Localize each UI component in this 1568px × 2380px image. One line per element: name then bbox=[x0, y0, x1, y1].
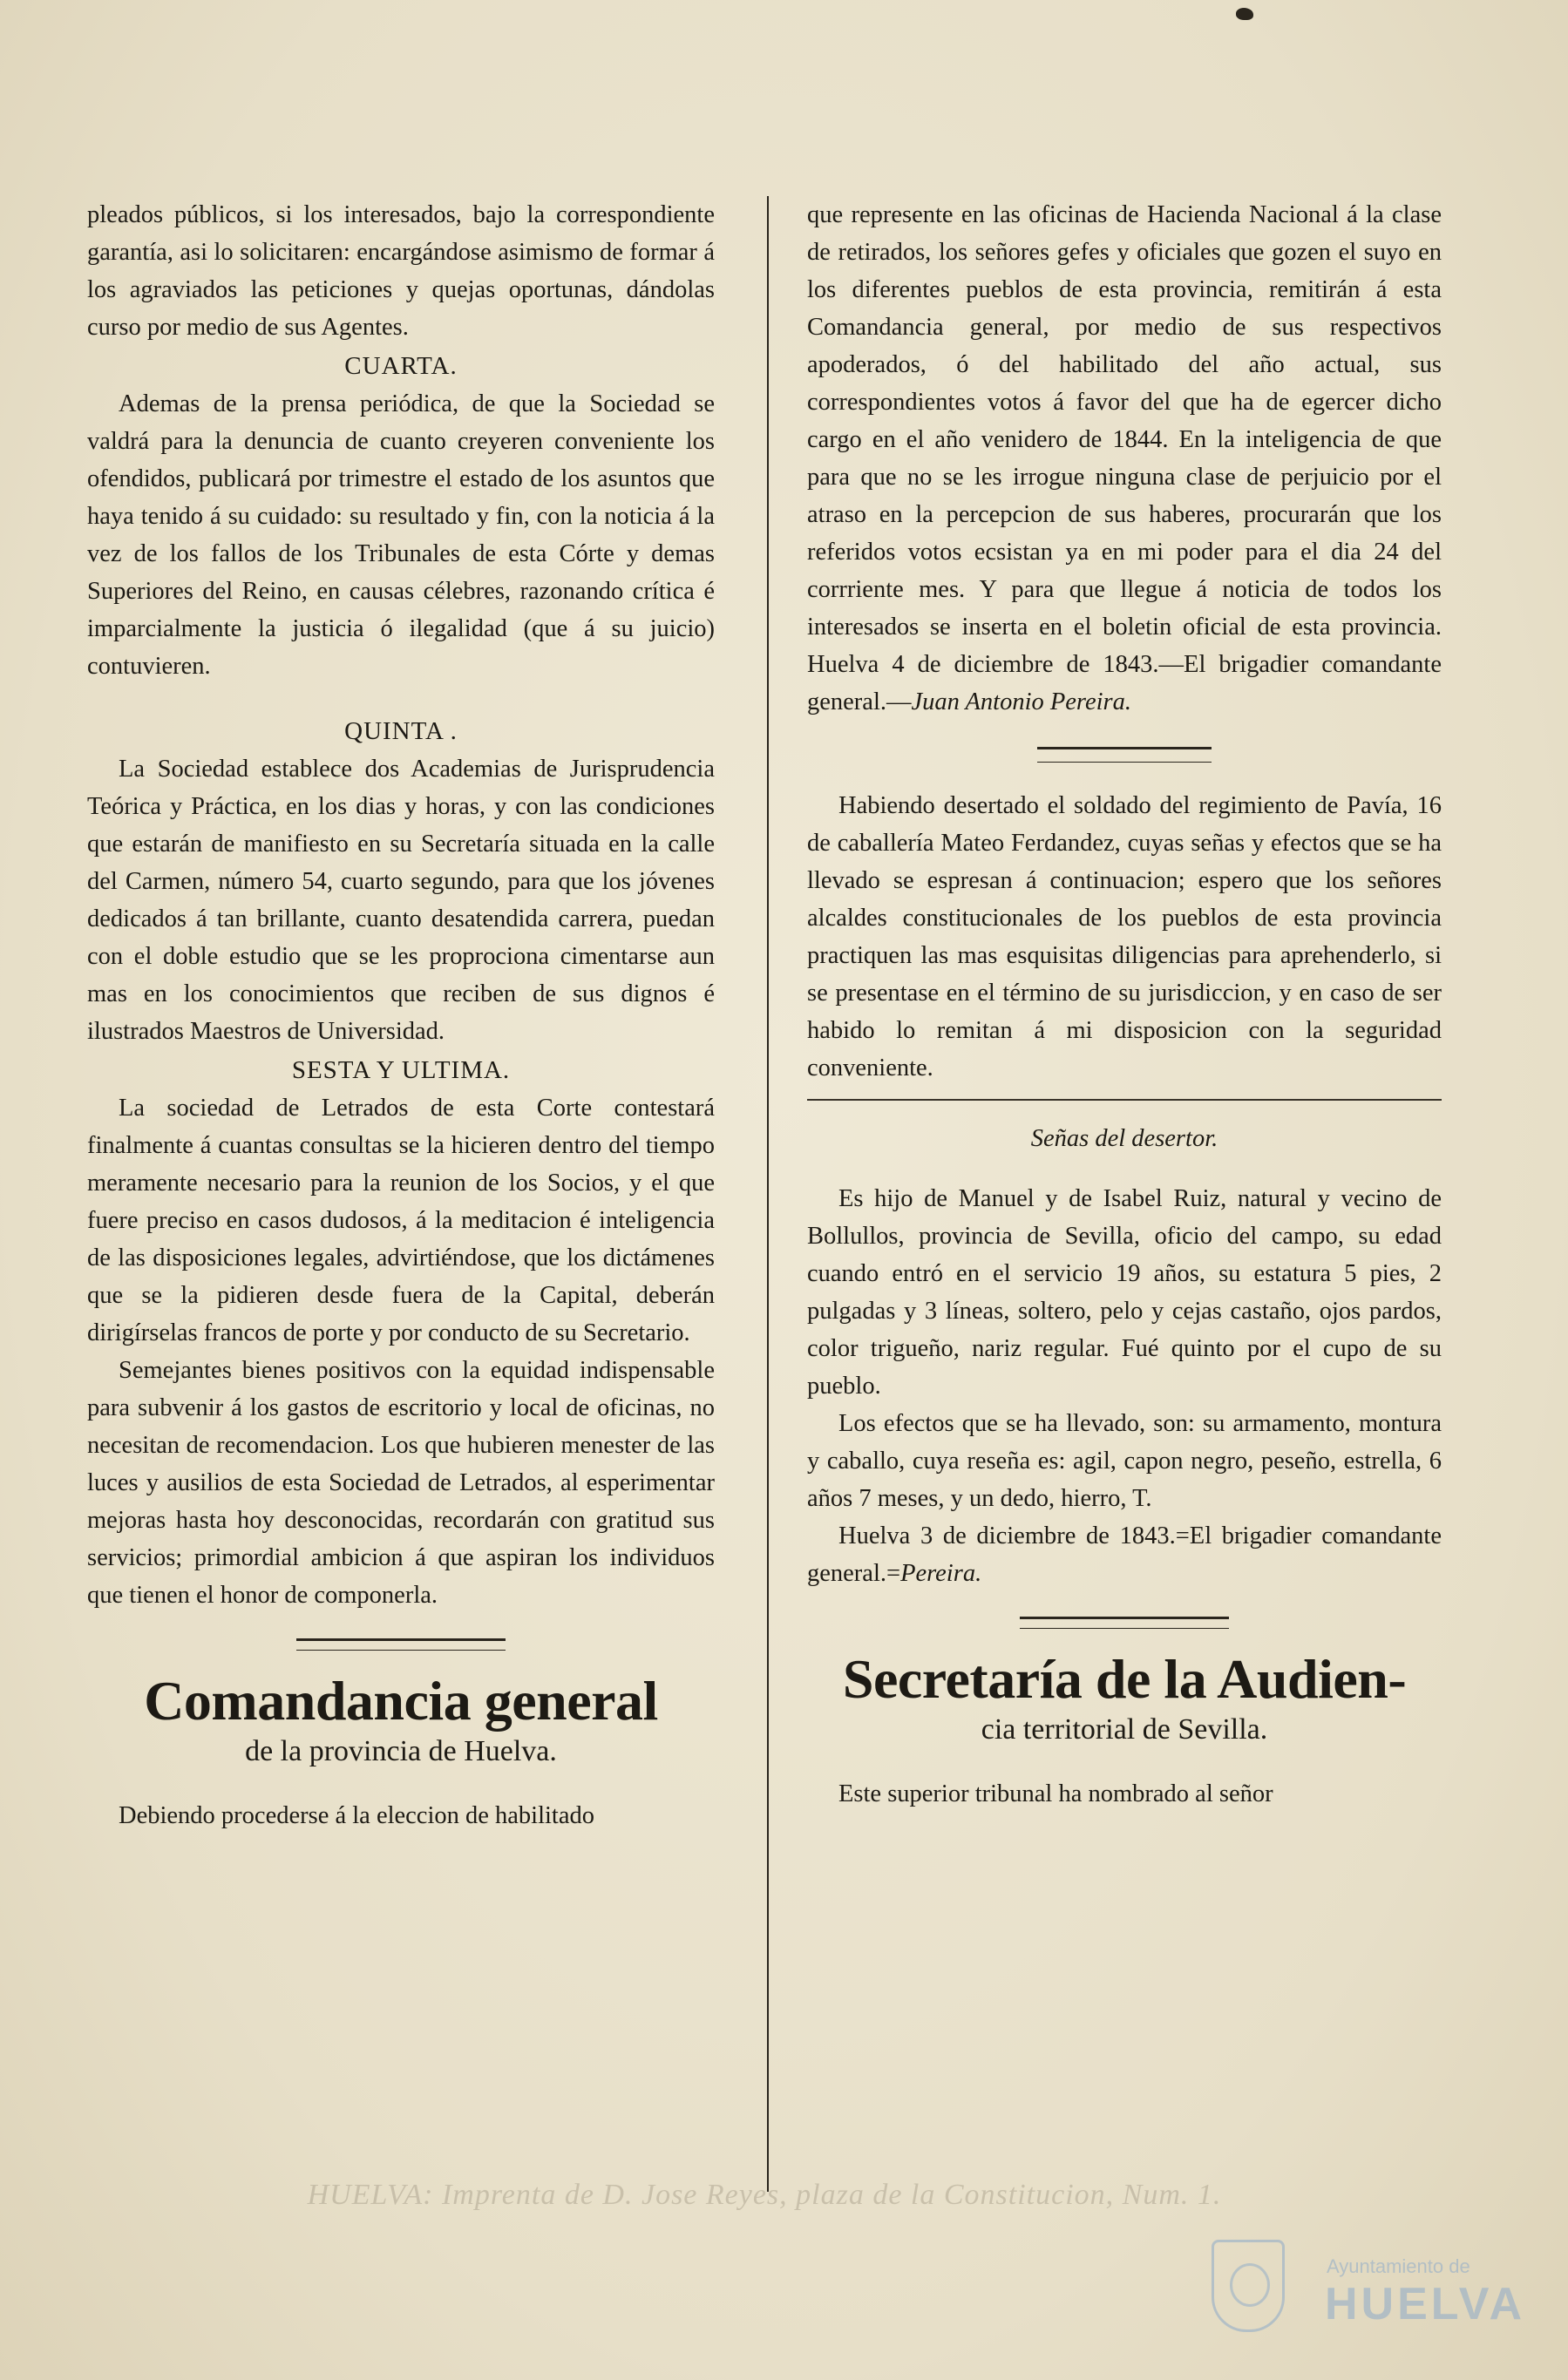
paragraph-sesta: La sociedad de Letrados de esta Corte contestará finalmente á cuantas consultas se la hicieren dentro del tiempo meramente necesario para la reunion de los Socios, y el que fuere preciso en casos dudosos, á la meditacion é inteligencia de las disposiciones legales, advirtiéndose, que los dictámenes que se la pidieren desde fuera de la Capital, deberán dirigírselas francos de porte y por conducto de su Secretario. bbox=[87, 1095, 715, 1346]
ink-spot bbox=[1236, 8, 1253, 20]
heading-sesta: SESTA Y ULTIMA. bbox=[291, 1056, 511, 1084]
paragraph-efectos: Los efectos que se ha llevado, son: su armamento, montura y caballo, cuya reseña es: agil, capon negro, peseño, estrella, 6 años 7 meses, y un dedo, hierro, T. bbox=[807, 1410, 1442, 1512]
heading-comandancia: Comandancia general bbox=[144, 1670, 658, 1732]
left-intro-paragraph: pleados públicos, si los interesados, bajo la correspondiente garantía, asi lo solicitaren: encargándose asimismo de formar á los agraviados las peticiones y quejas oportunas, dándolas curso por medio de sus Agentes. bbox=[87, 201, 715, 341]
heading-senas-desertor: Señas del desertor. bbox=[1030, 1125, 1218, 1152]
paragraph-semejantes: Semejantes bienes positivos con la equidad indispensable para subvenir á los gastos de escritorio y local de oficinas, no necesitan de recomendacion. Los que hubieren menester de las luces y ausilios de esta Sociedad de Letrados, al esperimentar mejoras hasta hoy desconocidas, recordarán con gratitud sus servicios; primordial ambicion á que aspiran los individuos que tienen el honor de componerla. bbox=[87, 1357, 715, 1609]
signature-juan-antonio-pereira: Juan Antonio Pereira. bbox=[911, 688, 1131, 715]
paragraph-fecha bbox=[807, 1517, 1442, 1592]
paragraph-hijo: Es hijo de Manuel y de Isabel Ruiz, natural y vecino de Bollullos, provincia de Sevilla, oficio del campo, su edad cuando entró en el servicio 19 años, su estatura 5 pies, 2 pulgadas y 3 líneas, soltero, pelo y cejas castaño, ojos pardos, color trigueño, nariz regular. Fué quinto por el cupo de su pueblo. bbox=[807, 1185, 1442, 1400]
heading-cuarta: CUARTA. bbox=[344, 352, 458, 380]
signature-pereira: Pereira. bbox=[900, 1560, 982, 1587]
bleedthrough-imprint: HUELVA: Imprenta de D. Jose Reyes, plaza de la Constitucion, Num. 1. bbox=[307, 2179, 1222, 2211]
ornamental-divider bbox=[1037, 747, 1212, 763]
right-column bbox=[807, 196, 1442, 1813]
watermark-line1: Ayuntamiento de bbox=[1327, 2255, 1470, 2277]
paragraph-debiendo: Debiendo procederse á la eleccion de habilitado bbox=[119, 1802, 594, 1829]
column-divider bbox=[767, 196, 769, 2192]
paragraph-este: Este superior tribunal ha nombrado al señor bbox=[838, 1780, 1273, 1807]
shield-icon bbox=[1212, 2240, 1285, 2332]
heading-secretaria: Secretaría de la Audien- bbox=[842, 1648, 1407, 1710]
right-intro-paragraph bbox=[807, 196, 1442, 721]
paragraph-cuarta: Ademas de la prensa periódica, de que la Sociedad se valdrá para la denuncia de cuanto creyeren conveniente los ofendidos, publicará por trimestre el estado de los asuntos que haya tenido á su cuidado: su resultado y fin, con la noticia á la vez de los fallos de los Tribunales de esta Córte y demas Superiores del Reino, en causas célebres, razonando crítica é imparcialmente la justicia ó ilegalidad (que á su juicio) contuvieren. bbox=[87, 390, 715, 680]
archive-watermark-logo bbox=[1212, 2240, 1526, 2336]
left-column bbox=[87, 196, 715, 1834]
paragraph-quinta: La Sociedad establece dos Academias de Jurisprudencia Teórica y Práctica, en los dias y horas, y con las condiciones que estarán de manifiesto en su Secretaría situada en la calle del Carmen, número 54, cuarto segundo, para que los jóvenes dedicados á tan brillante, cuanto desatendida carrera, puedan con el doble estudio que se les proprociona cimentarse aun mas en los conocimientos que reciben de sus dignos é ilustrados Maestros de Universidad. bbox=[87, 756, 715, 1045]
subheading-secretaria: cia territorial de Sevilla. bbox=[981, 1713, 1268, 1746]
section-divider-right bbox=[1020, 1617, 1229, 1629]
section-divider bbox=[296, 1638, 506, 1651]
paragraph-habiendo: Habiendo desertado el soldado del regimiento de Pavía, 16 de caballería Mateo Ferdandez, cuyas señas y efectos que se ha llevado se espresan á continuacion; espero que los señores alcaldes constitucionales de los pueblos de esta provincia practiquen las mas esquisitas diligencias para aprehenderlo, si se presentase en el término de su jurisdiccion, y en caso de ser habido lo remitan á mi disposicion con la seguridad conveniente. bbox=[807, 792, 1442, 1082]
watermark-line2: HUELVA bbox=[1325, 2279, 1526, 2329]
horizontal-rule bbox=[807, 1087, 1442, 1113]
fecha-text: Huelva 3 de diciembre de 1843.=El brigadier comandante general.= bbox=[807, 1522, 1442, 1587]
heading-quinta: QUINTA . bbox=[344, 717, 458, 745]
subheading-comandancia: de la provincia de Huelva. bbox=[245, 1735, 557, 1767]
right-intro-text: que represente en las oficinas de Hacienda Nacional á la clase de retirados, los señores gefes y oficiales que gozen el suyo en los diferentes pueblos de esta provincia, remitirán á esta Comandancia general, por medio de sus respectivos apoderados, ó del habilitado del año actual, sus correspondientes votos á favor del que ha de egercer dicho cargo en el año venidero de 1844. En la inteligencia de que para que no se les irrogue ninguna clase de perjuicio por el atraso en la percepcion de sus haberes, procurarán que los referidos votos ecsistan ya en mi poder para el dia 24 del corrriente mes. Y para que llegue á noticia de todos los interesados se inserta en el boletin oficial de esta provincia. Huelva 4 de diciembre de 1843.—El brigadier comandante general.— bbox=[807, 201, 1442, 715]
